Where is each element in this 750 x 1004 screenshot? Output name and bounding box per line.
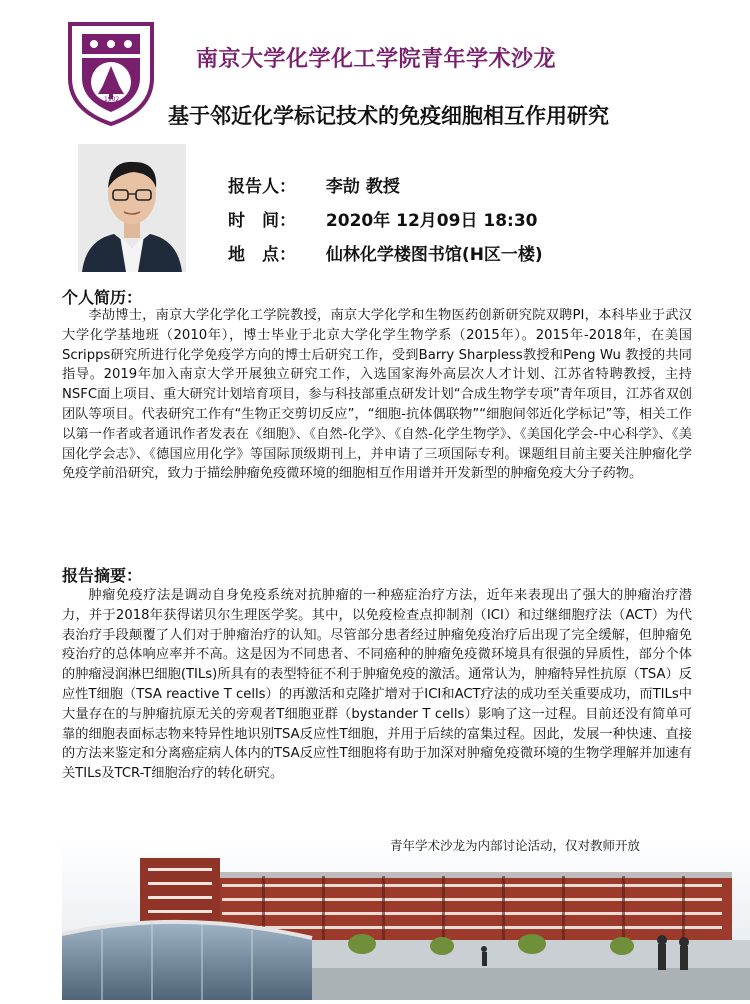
talk-title: 基于邻近化学标记技术的免疫细胞相互作用研究 bbox=[168, 104, 609, 128]
place-value: 仙林化学楼图书馆(H区一楼) bbox=[325, 245, 543, 265]
bio-heading: 个人简历： bbox=[62, 288, 143, 307]
chemistry-building-photo-icon bbox=[62, 838, 750, 1000]
time-row bbox=[228, 206, 538, 231]
time-label: 时 间： bbox=[228, 211, 296, 231]
place-row bbox=[228, 240, 543, 265]
abstract-paragraph: 肿瘤免疫疗法是调动自身免疫系统对抗肿瘤的一种癌症治疗方法，近年来表现出了强大的肿瘤治疗潜力，并于2018年获得诺贝尔生理医学奖。其中，以免疫检查点抑制剂（ICI）和过继细胞疗法（ACT）为代表治疗手段颠覆了人们对于肿瘤治疗的认知。尽管部分患者经过肿瘤免疫治疗后出现了完全缓解，但肿瘤免疫治疗的总体响应率并不高。这是因为不同患者、不同癌种的肿瘤免疫微环境具有很强的异质性，部分个体的肿瘤浸润淋巴细胞(TILs)所具有的表型特征不利于肿瘤免疫的激活。通常认为，肿瘤特异性抗原（TSA）反应性T细胞（TSA reactive T cells）的再激活和克隆扩增对于ICI和ACT疗法的成功至关重要成功，而TILs中大量存在的与肿瘤抗原无关的旁观者T细胞亚群（bystander T cells）影响了这一过程。目前还没有简单可靠的细胞表面标志物来特异性地识别TSA反应性T细胞，并用于后续的富集过程。因此，发展一种快速、直接的方法来鉴定和分离癌症病人体内的TSA反应性T细胞将有助于加深对肿瘤免疫微环境的生物学理解并加速有关TILs及TCR-T细胞治疗的转化研究。 bbox=[62, 588, 692, 782]
place-label: 地 点： bbox=[228, 245, 296, 265]
seal-year: 1902 bbox=[104, 96, 120, 103]
internal-event-note: 青年学术沙龙为内部讨论活动，仅对教师开放 bbox=[390, 838, 641, 853]
abstract-heading: 报告摘要： bbox=[62, 566, 143, 585]
speaker-portrait-icon bbox=[78, 144, 186, 272]
nanjing-university-seal-icon bbox=[66, 20, 156, 128]
reporter-value: 李劼 教授 bbox=[325, 177, 400, 197]
bio-paragraph: 李劼博士，南京大学化学化工学院教授，南京大学化学和生物医药创新研究院双聘PI，本科毕业于武汉大学化学基地班（2010年），博士毕业于北京大学化学生物学系（2015年）。2015年-2018年，在美国Scripps研究所进行化学免疫学方向的博士后研究工作，受到Barry Sharpless教授和Peng Wu 教授的共同指导。2019年加入南京大学开展独立研究工作，入选国家海外高层次人才计划、江苏省特聘教授，主持NSFC面上项目、重大研究计划培育项目，参与科技部重点研发计划“合成生物学专项”青年项目，江苏省双创团队等项目。代表研究工作有“生物正交剪切反应”，“细胞-抗体偶联物”“细胞间邻近化学标记”等，相关工作以第一作者或者通讯作者发表在《细胞》、《自然-化学》、《自然-化学生物学》、《美国化学会-中心科学》、《美国化学会志》、《德国应用化学》等国际顶级期刊上，并申请了三项国际专利。课题组目前主要关注肿瘤化学免疫学前沿研究，致力于描绘肿瘤免疫微环境的细胞相互作用谱并开发新型的肿瘤免疫大分子药物。 bbox=[62, 308, 692, 482]
reporter-label: 报告人： bbox=[228, 177, 296, 197]
reporter-row bbox=[228, 172, 400, 197]
organizer-title: 南京大学化学化工学院青年学术沙龙 bbox=[196, 47, 557, 72]
time-value: 2020年 12月09日 18:30 bbox=[325, 211, 538, 231]
